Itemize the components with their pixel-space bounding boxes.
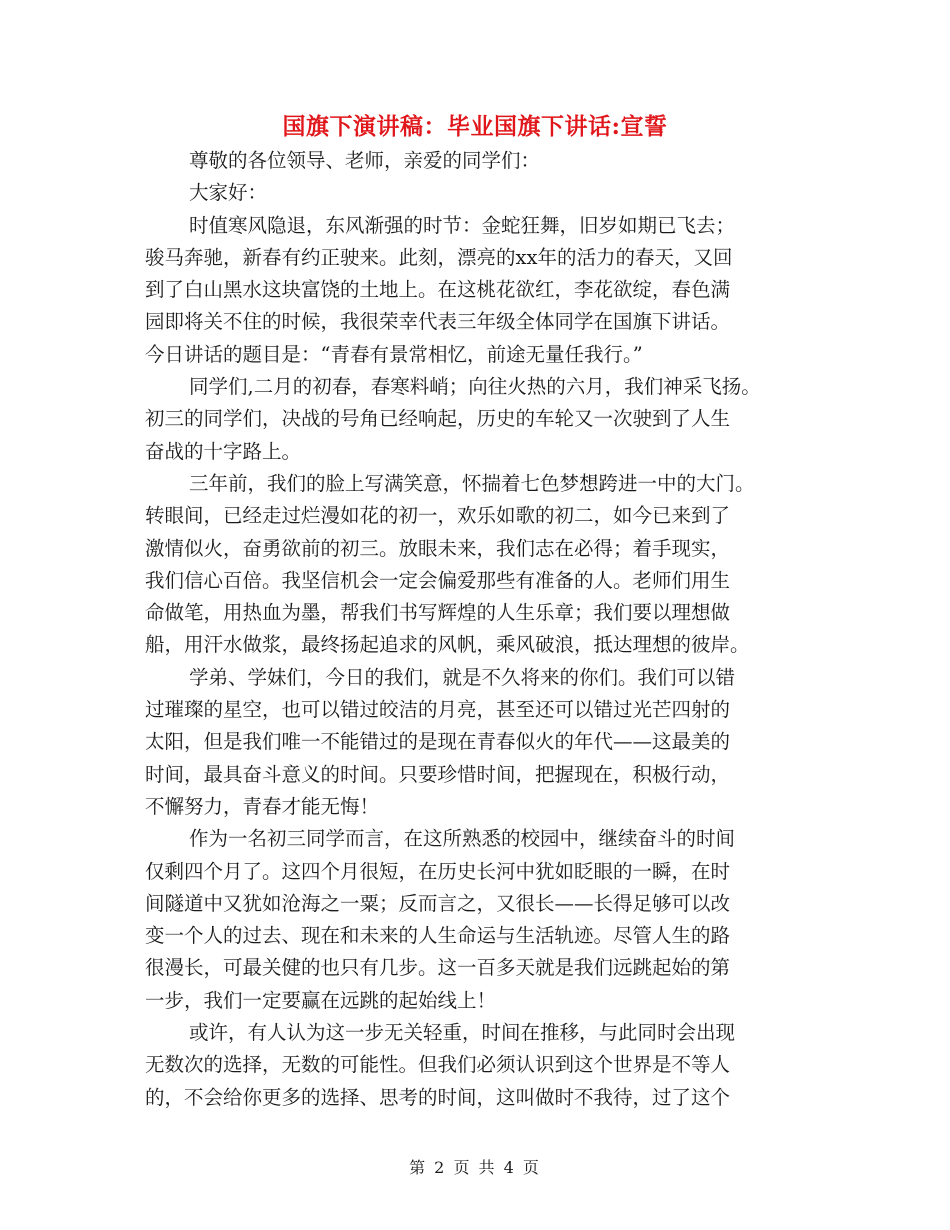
body-line: 一步，我们一定要赢在远跳的起始线上！ — [145, 988, 497, 1012]
page-footer: 第 2 页 共 4 页 — [409, 1158, 541, 1177]
body-line: 园即将关不住的时候，我很荣幸代表三年级全体同学在国旗下讲话。 — [145, 310, 731, 334]
body-line: 三年前，我们的脸上写满笑意，怀揣着七色梦想跨进一中的大门。 — [189, 471, 755, 495]
body-line: 作为一名初三同学而言，在这所熟悉的校园中，继续奋斗的时间 — [189, 827, 736, 851]
body-line: 过璀璨的星空，也可以错过皎洁的月亮，甚至还可以错过光芒四射的 — [145, 698, 731, 722]
body-line: 的，不会给你更多的选择、思考的时间，这叫做时不我待，过了这个 — [145, 1085, 731, 1109]
body-line: 很漫长，可最关健的也只有几步。这一百多天就是我们远跳起始的第 — [145, 956, 731, 980]
body-line: 时间，最具奋斗意义的时间。只要珍惜时间，把握现在，积极行动， — [145, 762, 731, 786]
body-line: 或许，有人认为这一步无关轻重，时间在推移，与此同时会出现 — [189, 1021, 736, 1045]
body-line: 无数次的选择，无数的可能性。但我们必须认识到这个世界是不等人 — [145, 1053, 731, 1077]
body-line: 大家好： — [189, 181, 268, 205]
body-line: 到了白山黑水这块富饶的土地上。在这桃花欲红，李花欲绽，春色满 — [145, 278, 731, 302]
body-line: 初三的同学们，决战的号角已经响起，历史的车轮又一次驶到了人生 — [145, 407, 731, 431]
body-line: 船，用汗水做浆，最终扬起追求的风帆，乘风破浪，抵达理想的彼岸。 — [145, 633, 750, 657]
document-body — [145, 145, 825, 1114]
body-line: 激情似火，奋勇欲前的初三。放眼未来，我们志在必得；着手现实， — [145, 536, 731, 560]
body-line: 奋战的十字路上。 — [145, 439, 302, 463]
body-line: 时值寒风隐退，东风渐强的时节：金蛇狂舞，旧岁如期已飞去； — [189, 213, 736, 237]
body-line: 间隧道中又犹如沧海之一粟；反而言之，又很长——长得足够可以改 — [145, 891, 731, 915]
body-line: 学弟、学妹们，今日的我们，就是不久将来的你们。我们可以错 — [189, 665, 736, 689]
body-line: 我们信心百倍。我坚信机会一定会偏爱那些有准备的人。老师们用生 — [145, 568, 731, 592]
body-line: 尊敬的各位领导、老师，亲爱的同学们： — [189, 149, 541, 172]
body-line: 骏马奔驰，新春有约正驶来。此刻，漂亮的xx年的活力的春天，又回 — [145, 245, 733, 269]
body-line: 同学们,二月的初春，春寒料峭；向往火热的六月，我们神采飞扬。 — [189, 375, 761, 399]
body-line: 转眼间，已经走过烂漫如花的初一，欢乐如歌的初二，如今已来到了 — [145, 504, 731, 528]
body-line: 太阳，但是我们唯一不能错过的是现在青春似火的年代——这最美的 — [145, 730, 731, 754]
body-line: 仅剩四个月了。这四个月很短，在历史长河中犹如眨眼的一瞬，在时 — [145, 859, 731, 883]
body-line: 变一个人的过去、现在和未来的人生命运与生活轨迹。尽管人生的路 — [145, 924, 731, 948]
body-line: 不懈努力，青春才能无悔！ — [145, 794, 380, 818]
body-line: 命做笔，用热血为墨，帮我们书写辉煌的人生乐章；我们要以理想做 — [145, 601, 731, 625]
body-line: 今日讲话的题目是：“青春有景常相忆，前途无量任我行。” — [145, 342, 643, 366]
document-title: 国旗下演讲稿：毕业国旗下讲话:宣誓 — [282, 113, 668, 140]
